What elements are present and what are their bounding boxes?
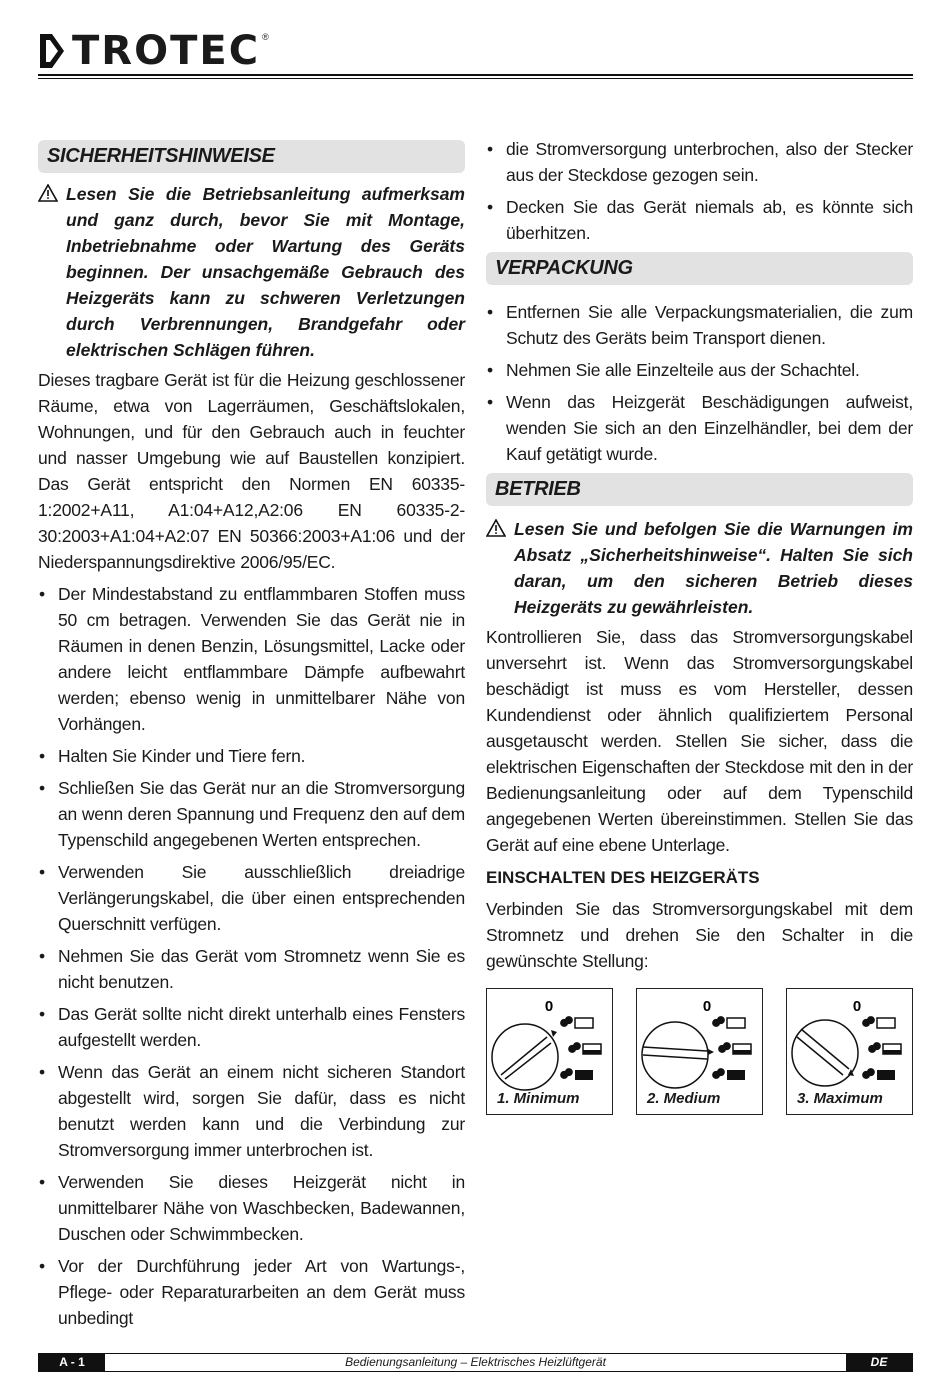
intro-paragraph: Dieses tragbare Gerät ist für die Heizung geschlossener Räume, etwa von Lagerräumen, Geschäftslokalen, Wohnungen, und für den Gebrauch auch in feuchter und nasser Umgebung wie auf Baustellen konzipiert. Das Gerät entspricht den Normen EN 60335-1:2002+A11, A1:04+A12,A2:06 EN 60335-2-30:2003+A1:04+A2:07 EN 50366:2003+A1:06 und der Niederspannungsdirektive 2006/95/EC. <box>38 370 465 572</box>
list-item: • Schließen Sie das Gerät nur an die Stromversorgung an wenn deren Spannung und Frequenz den auf dem Typenschild angegebenen Werten entsprechen. <box>38 775 465 853</box>
pointer-icon <box>551 1030 557 1037</box>
fan-high-icon <box>862 1068 895 1080</box>
dial-label: 3. Maximum <box>797 1090 883 1107</box>
logo-mark-icon <box>38 32 66 70</box>
fan-mid-icon <box>568 1042 601 1054</box>
footer-page-number: A - 1 <box>39 1354 105 1371</box>
dial-off-mark: 0 <box>544 998 554 1015</box>
list-item: • Der Mindestabstand zu entflammbaren Stoffen muss 50 cm betragen. Verwenden Sie das Gerät nie in Räumen in denen Benzin, Lösungsmittel, Lacke oder andere leicht entflammbare Dämpfe aufbewahrt werden; ebenso wenig in unmittelbarer Nähe von Vorhängen. <box>38 581 465 737</box>
list-item: • Das Gerät sollte nicht direkt unterhalb eines Fensters aufgestellt werden. <box>38 1001 465 1053</box>
logo-text: TROTEC <box>72 28 261 74</box>
list-item: • Verwenden Sie ausschließlich dreiadrige Verlängerungskabel, die über einen entsprechenden Querschnitt verfügen. <box>38 859 465 937</box>
dial-minimum <box>486 988 613 1115</box>
dial-label: 2. Medium <box>647 1090 721 1107</box>
list-item: • Nehmen Sie alle Einzelteile aus der Schachtel. <box>486 357 913 383</box>
page-footer <box>38 1353 913 1372</box>
section-heading-safety: SICHERHEITSHINWEISE <box>38 140 465 173</box>
left-column <box>38 140 465 1337</box>
fan-mid-icon <box>868 1042 901 1054</box>
dial-label: 1. Minimum <box>497 1090 580 1107</box>
switch-on-paragraph: Verbinden Sie das Stromversorgungskabel mit dem Stromnetz und drehen Sie den Schalter in die gewünschte Stellung: <box>486 899 913 971</box>
dial-knob-icon <box>492 1024 558 1090</box>
operation-warning-text: Lesen Sie und befolgen Sie die Warnungen im Absatz „Sicherheitshinweise“. Halten Sie sich daran, um den sicheren Betrieb dieses Heizgeräts zu gewährleisten. <box>514 519 913 617</box>
packaging-list <box>486 299 913 467</box>
safety-warning-text: Lesen Sie die Betriebsanleitung aufmerksam und ganz durch, bevor Sie mit Montage, Inbetriebnahme oder Wartung des Geräts beginnen. Der unsachgemäße Gebrauch des Heizgeräts kann zu schweren Verletzungen durch Verbrennungen, Brandgefahr oder elektrischen Schlägen führen. <box>66 184 465 360</box>
section-heading-operation: BETRIEB <box>486 473 913 506</box>
warning-triangle-icon <box>486 516 514 620</box>
list-item: • die Stromversorgung unterbrochen, also der Stecker aus der Steckdose gezogen sein. <box>486 136 913 188</box>
section-heading-packaging: VERPACKUNG <box>486 252 913 285</box>
footer-language: DE <box>846 1354 912 1371</box>
dial-maximum <box>786 988 913 1115</box>
switch-positions <box>486 988 913 1115</box>
pointer-icon <box>708 1049 714 1055</box>
safety-warning <box>38 181 465 363</box>
warning-triangle-icon <box>38 181 66 363</box>
fan-high-icon <box>712 1068 745 1080</box>
operation-paragraph: Kontrollieren Sie, dass das Stromversorgungskabel unversehrt ist. Wenn das Stromversorgungskabel beschädigt ist muss es vom Hersteller, dessen Kundendienst oder ähnlich qualifiziertem Personal ausgetauscht werden. Stellen Sie sicher, dass die elektrischen Eigenschaften der Steckdose mit den in der Bedienungsanleitung oder auf dem Typenschild angegebenen Werten übereinstimmen. Stellen Sie das Gerät auf eine ebene Unterlage. <box>486 627 913 855</box>
fan-low-icon <box>712 1016 745 1028</box>
switch-on-heading: EINSCHALTEN DES HEIZGERÄTS <box>486 868 760 887</box>
list-item: • Wenn das Heizgerät Beschädigungen aufweist, wenden Sie sich an den Einzelhändler, bei dem der Kauf getätigt wurde. <box>486 389 913 467</box>
list-item: • Nehmen Sie das Gerät vom Stromnetz wenn Sie es nicht benutzen. <box>38 943 465 995</box>
logo-registered: ® <box>262 32 269 42</box>
dial-medium <box>636 988 763 1115</box>
right-column <box>486 136 913 1115</box>
continued-list <box>486 136 913 246</box>
operation-warning <box>486 516 913 620</box>
list-item: • Entfernen Sie alle Verpackungsmaterialien, die zum Schutz des Geräts beim Transport dienen. <box>486 299 913 351</box>
list-item: • Verwenden Sie dieses Heizgerät nicht in unmittelbarer Nähe von Waschbecken, Badewannen, Duschen oder Schwimmbecken. <box>38 1169 465 1247</box>
header-rule <box>38 74 913 79</box>
footer-title: Bedienungsanleitung – Elektrisches Heizlüftgerät <box>345 1355 606 1369</box>
list-item: • Halten Sie Kinder und Tiere fern. <box>38 743 465 769</box>
fan-low-icon <box>560 1016 593 1028</box>
fan-high-icon <box>560 1068 593 1080</box>
list-item: • Vor der Durchführung jeder Art von Wartungs-, Pflege- oder Reparaturarbeiten an dem Gerät muss unbedingt <box>38 1253 465 1331</box>
fan-mid-icon <box>718 1042 751 1054</box>
safety-list <box>38 581 465 1331</box>
dial-off-mark: 0 <box>852 998 862 1015</box>
fan-low-icon <box>862 1016 895 1028</box>
dial-off-mark: 0 <box>702 998 712 1015</box>
list-item: • Decken Sie das Gerät niemals ab, es könnte sich überhitzen. <box>486 194 913 246</box>
trotec-logo <box>38 30 269 72</box>
list-item: • Wenn das Gerät an einem nicht sicheren Standort abgestellt wird, sorgen Sie dafür, dass es nicht benutzt werden kann und die Verbindung zur Stromversorgung immer unterbrochen ist. <box>38 1059 465 1163</box>
